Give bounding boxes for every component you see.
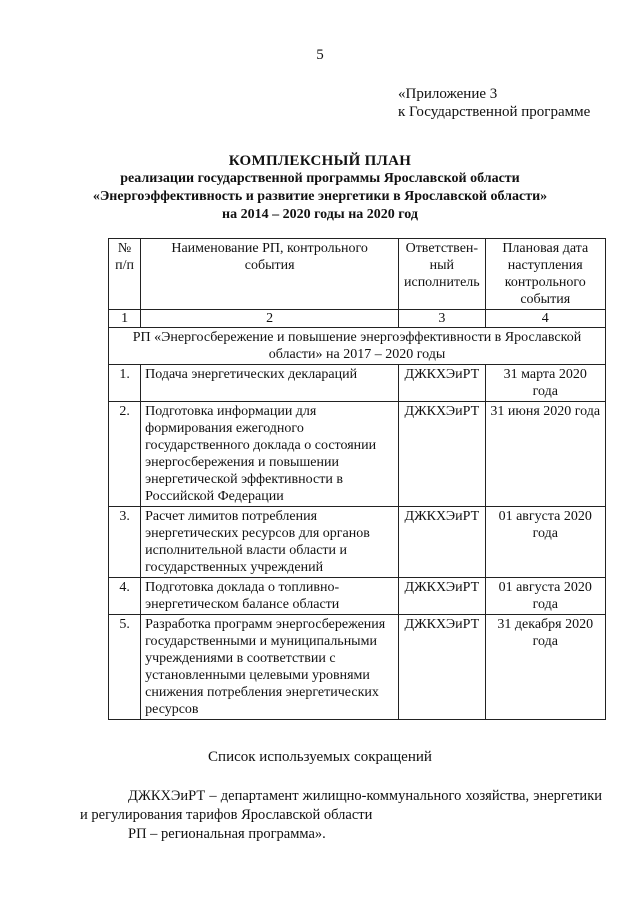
row-event-name: Расчет лимитов потребления энергетических ресурсов для органов исполнительной власти области и государственных учреждений [141,507,399,578]
title-line-3: «Энергоэффективность и развитие энергетики в Ярославской области» [92,189,548,204]
row-number: 4. [109,578,141,615]
row-date: 01 августа 2020 года [485,578,606,615]
row-date: 31 декабря 2020 года [485,615,606,720]
page-number: 5 [316,47,324,63]
row-number: 1. [109,365,141,402]
abbreviation-item: РП – региональная программа». [128,826,326,842]
section-title: РП «Энергосбережение и повышение энергоэффективности в Ярославской области» на 2017 – 2020 годы [109,328,606,365]
row-executor: ДЖКХЭиРТ [399,507,485,578]
column-index: 2 [141,310,399,328]
row-event-name: Подача энергетических деклараций [141,365,399,402]
table-row [109,402,606,507]
document-title [0,152,640,224]
section-row [109,328,606,365]
row-number: 2. [109,402,141,507]
row-executor: ДЖКХЭиРТ [399,365,485,402]
appendix-line-1: «Приложение 3 [398,86,498,102]
title-line-1: КОМПЛЕКСНЫЙ ПЛАН [228,153,412,169]
row-event-name: Подготовка информации для формирования ежегодного государственного доклада о состоянии энергосбережения и повышении энергетической эффективности в Российской Федерации [141,402,399,507]
row-event-name: Подготовка доклада о топливно-энергетическом балансе области [141,578,399,615]
column-index: 1 [109,310,141,328]
table-row [109,507,606,578]
row-executor: ДЖКХЭиРТ [399,578,485,615]
header-date: Плановая дата наступления контрольного события [485,239,606,310]
row-executor: ДЖКХЭиРТ [399,402,485,507]
appendix-line-2: к Государственной программе [398,104,591,120]
table-row [109,578,606,615]
column-index: 4 [485,310,606,328]
table-row [109,365,606,402]
title-line-4: на 2014 – 2020 годы на 2020 год [222,207,418,222]
abbreviations-list [80,787,602,844]
title-line-2: реализации государственной программы Ярославской области [120,171,520,186]
header-num: № п/п [109,239,141,310]
header-executor: Ответствен-ный исполнитель [399,239,485,310]
row-number: 5. [109,615,141,720]
row-number: 3. [109,507,141,578]
plan-table [108,238,606,720]
abbreviations-title: Список используемых сокращений [208,749,432,765]
column-index-row [109,310,606,328]
row-event-name: Разработка программ энергосбережения государственными и муниципальными учреждениями в соответствии с установленными целевыми уровнями снижения потребления энергетических ресурсов [141,615,399,720]
row-date: 31 июня 2020 года [485,402,606,507]
appendix-note [398,85,590,121]
abbreviation-item: ДЖКХЭиРТ – департамент жилищно-коммунального хозяйства, энергетики и регулирования тарифов Ярославской области [80,788,602,823]
row-date: 31 марта 2020 года [485,365,606,402]
table-header-row [109,239,606,310]
row-date: 01 августа 2020 года [485,507,606,578]
row-executor: ДЖКХЭиРТ [399,615,485,720]
table-row [109,615,606,720]
header-name: Наименование РП, контрольного события [141,239,399,310]
column-index: 3 [399,310,485,328]
